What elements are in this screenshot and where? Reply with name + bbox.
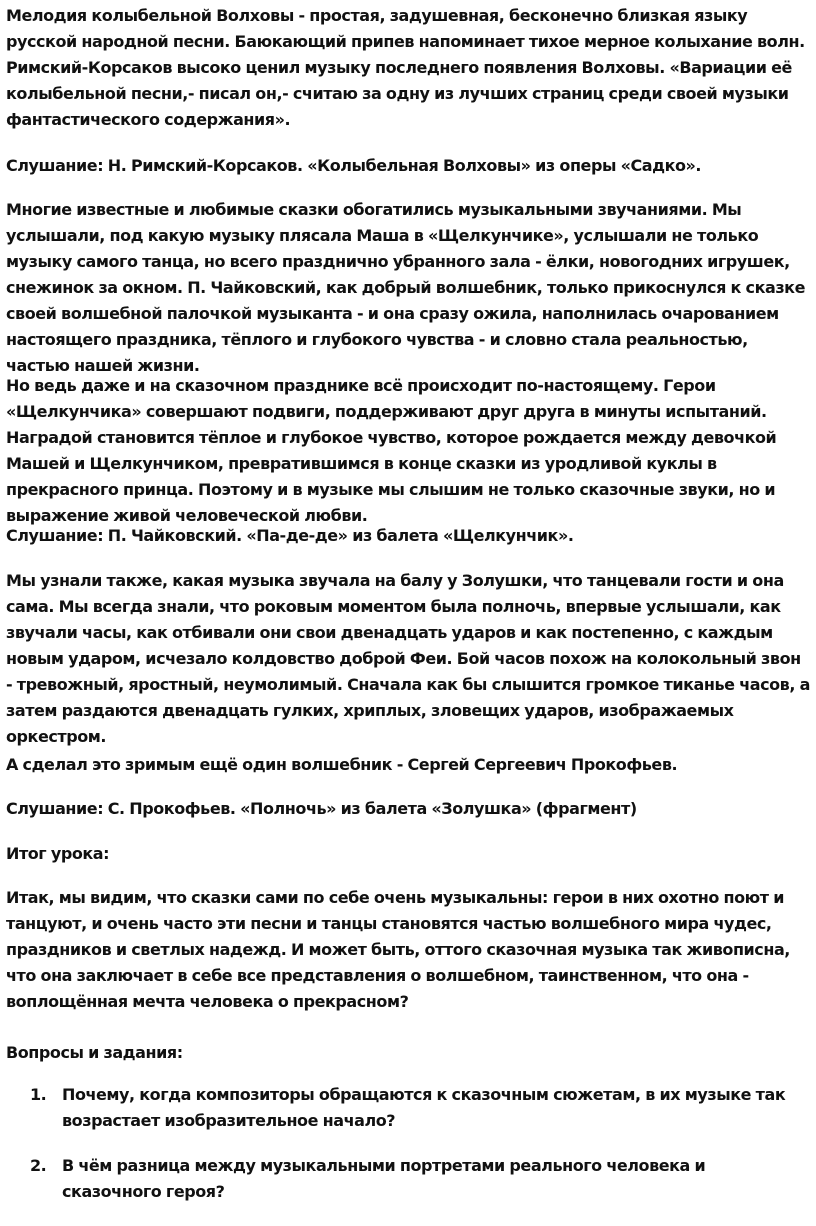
lesson-summary-heading: Итог урока: xyxy=(6,844,110,863)
paragraph-nutcracker-fairy-tales: Многие известные и любимые сказки обогатились музыкальными звучаниями. Мы услышали, под какую музыку плясала Маша в «Щелкунчике», услышали не только музыку самого танца, но всего празднично убранного зала - ёлки, новогодних игрушек, снежинок за окном. П. Чайковский, как добрый волшебник, только прикоснулся к сказке своей волшебной палочкой музыканта - и она сразу ожила, наполнилась очарованием настоящего праздника, тёплого и глубокого чувства - и словно стала реальностью, частью нашей жизни. xyxy=(6,200,805,375)
questions-list xyxy=(0,1082,816,1134)
listening-tchaikovsky: Слушание: П. Чайковский. «Па-де-де» из балета «Щелкунчик». xyxy=(6,526,574,545)
list-item xyxy=(0,1153,802,1205)
question-text: В чём разница между музыкальными портретами реального человека и сказочного героя? xyxy=(62,1156,706,1201)
paragraph-prokofiev-intro: А сделал это зримым ещё один волшебник - Сергей Сергеевич Прокофьев. xyxy=(6,755,678,774)
paragraph-volkhova-lullaby: Мелодия колыбельной Волховы - простая, задушевная, бесконечно близкая языку русской народной песни. Баюкающий припев напоминает тихое мерное колыхание волн. Римский-Корсаков высоко ценил музыку последнего появления Волховы. «Вариации её колыбельной песни,- писал он,- считаю за одну из лучших страниц среди своей музыки фантастического содержания». xyxy=(6,6,805,129)
questions-list-continued xyxy=(0,1153,816,1205)
listening-rimsky-korsakov: Слушание: Н. Римский-Корсаков. «Колыбельная Волховы» из оперы «Садко». xyxy=(6,156,702,175)
question-text: Почему, когда композиторы обращаются к сказочным сюжетам, в их музыке так возрастает изобразительное начало? xyxy=(62,1085,786,1130)
list-item xyxy=(0,1082,802,1134)
paragraph-cinderella-midnight: Мы узнали также, какая музыка звучала на балу у Золушки, что танцевали гости и она сама. Мы всегда знали, что роковым моментом была полночь, впервые услышали, как звучали часы, как отбивали они свои двенадцать ударов и как постепенно, с каждым новым ударом, исчезало колдовство доброй Феи. Бой часов похож на колокольный звон - тревожный, яростный, неумолимый. Сначала как бы слышится громкое тиканье часов, а затем раздаются двенадцать гулких, хриплых, зловещих ударов, изображаемых оркестром. xyxy=(6,571,810,746)
paragraph-lesson-summary: Итак, мы видим, что сказки сами по себе очень музыкальны: герои в них охотно поют и танцуют, и очень часто эти песни и танцы становятся частью волшебного мира чудес, праздников и светлых надежд. И может быть, оттого сказочная музыка так живописна, что она заключает в себе все представления о волшебном, таинственном, что она - воплощённая мечта человека о прекрасном? xyxy=(6,888,790,1011)
listening-prokofiev: Слушание: С. Прокофьев. «Полночь» из балета «Золушка» (фрагмент) xyxy=(6,799,637,818)
paragraph-nutcracker-heroes: Но ведь даже и на сказочном празднике всё происходит по-настоящему. Герои «Щелкунчика» совершают подвиги, поддерживают друг друга в минуты испытаний. Наградой становится тёплое и глубокое чувство, которое рождается между девочкой Машей и Щелкунчиком, превратившимся в конце сказки из уродливой куклы в прекрасного принца. Поэтому и в музыке мы слышим не только сказочные звуки, но и выражение живой человеческой любви. xyxy=(6,376,777,525)
question-number: 1. xyxy=(30,1085,47,1104)
question-number: 2. xyxy=(30,1156,47,1175)
questions-heading: Вопросы и задания: xyxy=(6,1043,183,1062)
